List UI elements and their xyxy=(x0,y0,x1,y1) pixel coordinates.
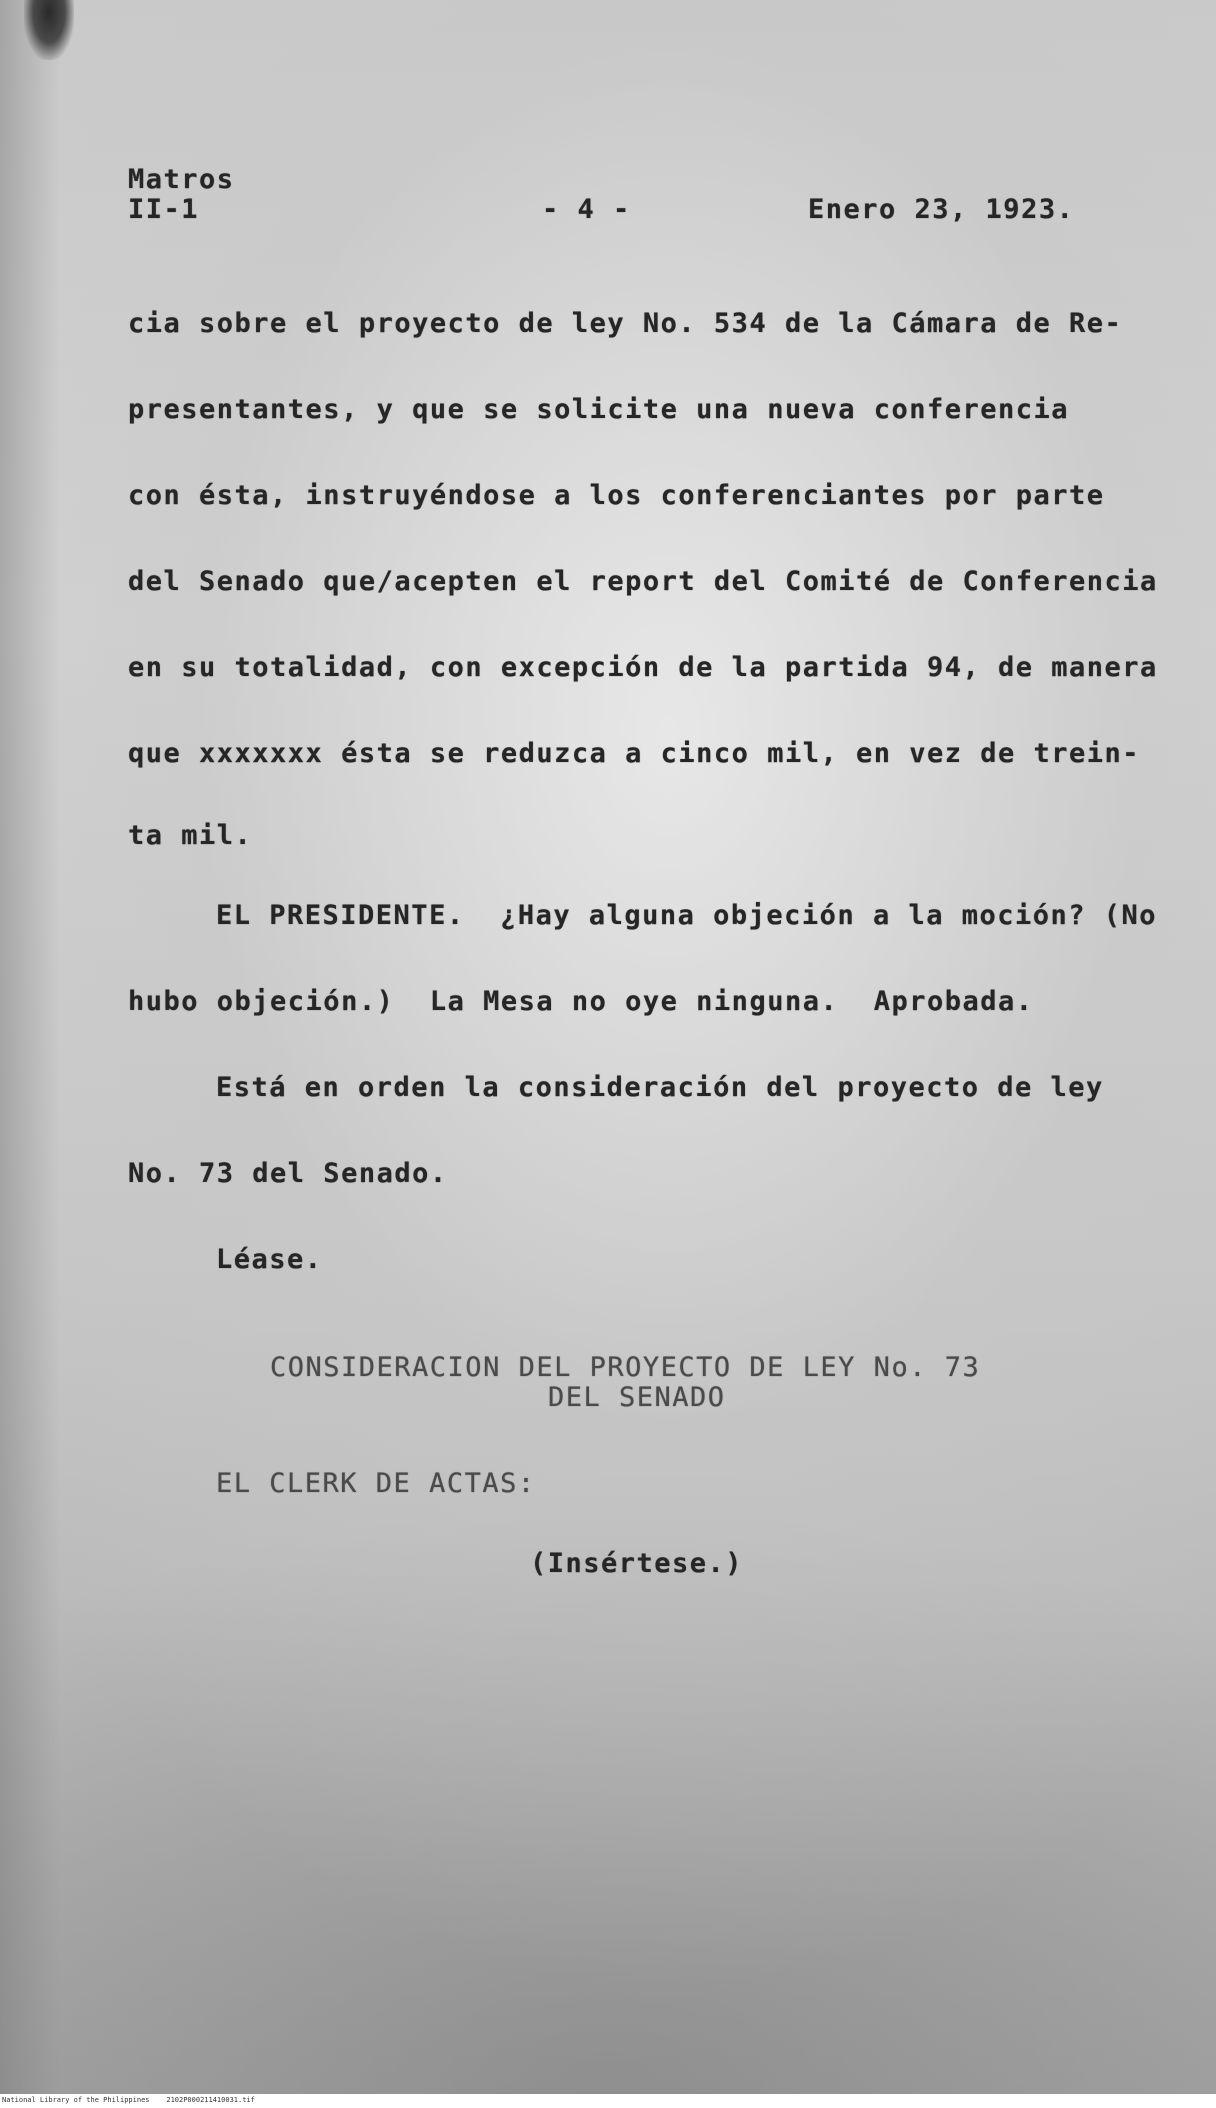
body-line-1: cia sobre el proyecto de ley No. 534 de la Cámara de Re- xyxy=(128,308,1123,339)
page-edge-shadow xyxy=(0,0,60,2094)
section-heading-line-1: CONSIDERACION DEL PROYECTO DE LEY No. 73 xyxy=(270,1352,981,1383)
footer-credit: National Library of the Philippines 2102P000211410031.tif xyxy=(2,2096,255,2104)
body-line-10: Está en orden la consideración del proyecto de ley xyxy=(216,1072,1104,1103)
clerk-label: EL CLERK DE ACTAS: xyxy=(216,1468,536,1499)
body-line-2: presentantes, y que se solicite una nueva conferencia xyxy=(128,394,1070,425)
body-line-9: hubo objeción.) La Mesa no oye ninguna. Aprobada. xyxy=(128,986,1034,1017)
insert-note: (Insértese.) xyxy=(530,1548,744,1579)
body-line-12: Léase. xyxy=(216,1244,323,1275)
body-line-3: con ésta, instruyéndose a los conferenciantes por parte xyxy=(128,480,1105,511)
page-number: - 4 - xyxy=(542,194,631,225)
body-line-7: ta mil. xyxy=(128,820,253,851)
body-line-11: No. 73 del Senado. xyxy=(128,1158,448,1189)
body-line-6: que xxxxxxx ésta se reduzca a cinco mil, en vez de trein- xyxy=(128,738,1141,769)
body-line-4: del Senado que/acepten el report del Comité de Conferencia xyxy=(128,566,1158,597)
header-code: II-1 xyxy=(128,194,200,225)
body-line-8: EL PRESIDENTE. ¿Hay alguna objeción a la moción? (No xyxy=(216,900,1158,931)
header-author: Matros xyxy=(128,164,235,195)
header-date: Enero 23, 1923. xyxy=(808,194,1075,225)
corner-binding-mark xyxy=(24,0,74,60)
body-line-5: en su totalidad, con excepción de la partida 94, de manera xyxy=(128,652,1158,683)
section-heading-line-2: DEL SENADO xyxy=(548,1382,726,1413)
